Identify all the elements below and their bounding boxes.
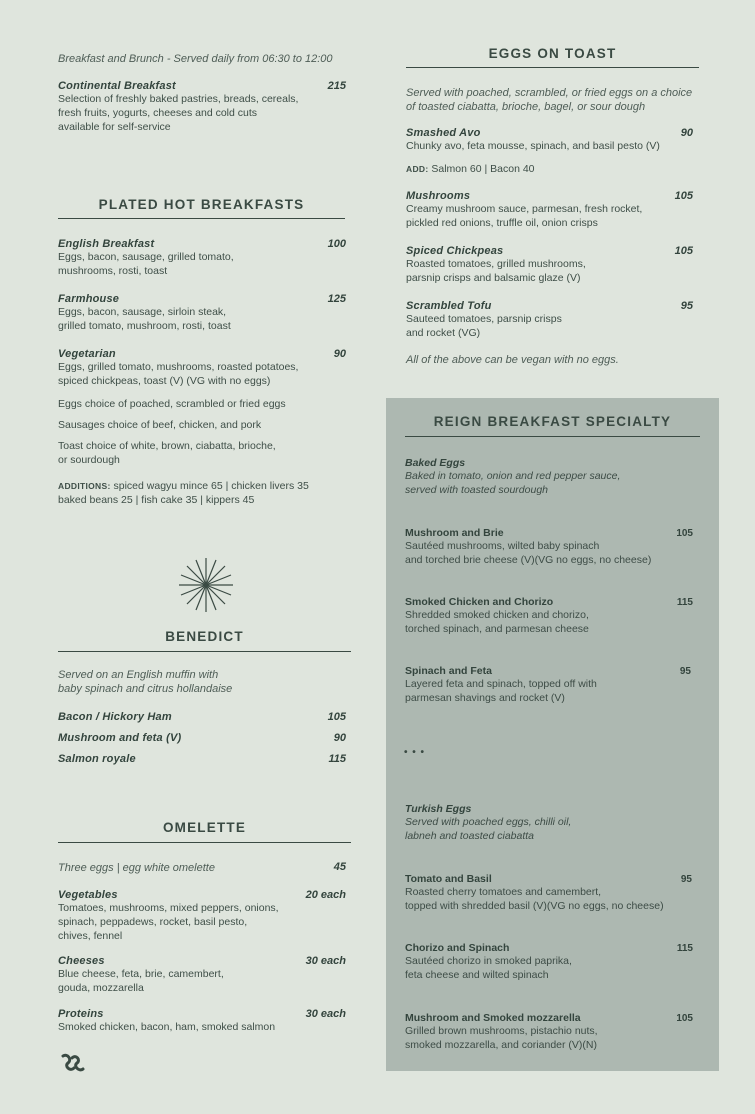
- item-desc: Chunky avo, feta mousse, spinach, and basil pesto (V): [406, 140, 660, 152]
- item-name: Smoked Chicken and Chorizo: [405, 596, 554, 608]
- section-rule: [58, 651, 351, 652]
- item-name: Tomato and Basil: [405, 873, 492, 885]
- menu-item: [58, 955, 346, 995]
- item-price: 30 each: [305, 955, 346, 967]
- item-price: 115: [676, 597, 693, 608]
- intro-line: of toasted ciabatta, brioche, bagel, or sour dough: [406, 101, 646, 113]
- note-eggs: Eggs choice of poached, scrambled or fried eggs: [58, 398, 286, 410]
- note-line: Toast choice of white, brown, ciabatta, brioche,: [58, 440, 276, 452]
- menu-item: [58, 753, 346, 765]
- item-desc: Smoked chicken, bacon, ham, smoked salmon: [58, 1021, 276, 1033]
- item-desc: Selection of freshly baked pastries, breads, cereals,: [58, 93, 299, 105]
- menu-item: [406, 190, 693, 230]
- item-desc: fresh fruits, yogurts, cheeses and cold cuts: [58, 107, 258, 119]
- specialty-item: [405, 873, 692, 913]
- menu-item: [58, 238, 348, 278]
- item-price: 125: [327, 293, 346, 305]
- menu-item: [58, 889, 346, 943]
- item-name: Smashed Avo: [406, 127, 481, 139]
- item-desc: parsnip crisps and balsamic glaze (V): [406, 272, 581, 284]
- item-desc: mushrooms, rosti, toast: [58, 265, 168, 277]
- item-desc: Sauteed tomatoes, parsnip crisps: [406, 313, 562, 325]
- item-desc: Sautéed chorizo in smoked paprika,: [405, 955, 572, 967]
- item-price: 115: [328, 753, 346, 765]
- item-desc: Layered feta and spinach, topped off with: [405, 678, 597, 690]
- item-price: 100: [327, 238, 346, 250]
- item-desc: smoked mozzarella, and coriander (V)(N): [405, 1039, 597, 1051]
- turkish-eggs-header: [405, 803, 571, 843]
- item-price: 90: [333, 348, 346, 360]
- specialty-item: [405, 665, 691, 705]
- section-title-plated: PLATED HOT BREAKFASTS: [98, 197, 305, 212]
- item-name: Cheeses: [58, 955, 105, 967]
- section-rule: [58, 218, 345, 219]
- item-desc: topped with shredded basil (V)(VG no eggs, no cheese): [405, 900, 664, 912]
- item-desc: and torched brie cheese (V)(VG no eggs, no cheese): [405, 554, 652, 566]
- section-title-eggs-on-toast: EGGS ON TOAST: [488, 46, 617, 61]
- item-name: Chorizo and Spinach: [405, 942, 510, 954]
- specialty-item: [405, 1012, 693, 1052]
- omelette-intro-row: [58, 861, 346, 875]
- section-rule: [58, 842, 351, 843]
- item-price: 45: [333, 861, 346, 873]
- item-name: Spiced Chickpeas: [406, 245, 504, 257]
- item-desc: and rocket (VG): [406, 327, 481, 339]
- note-sausages: Sausages choice of beef, chicken, and pork: [58, 419, 262, 431]
- item-desc: Roasted cherry tomatoes and camembert,: [405, 886, 602, 898]
- item-name: Spinach and Feta: [405, 665, 492, 677]
- item-name: Mushrooms: [406, 190, 471, 202]
- item-name: Continental Breakfast: [58, 80, 176, 92]
- menu-item: [58, 711, 346, 723]
- menu-item: [406, 300, 693, 340]
- item-desc: chives, fennel: [58, 930, 123, 942]
- section-title-omelette: OMELETTE: [162, 820, 247, 835]
- specialty-item: [405, 596, 693, 636]
- baked-eggs-header: [405, 457, 620, 497]
- item-name: Mushroom and feta (V): [58, 732, 182, 744]
- item-desc: pickled red onions, truffle oil, onion crisps: [406, 217, 598, 229]
- item-price: 95: [680, 874, 692, 885]
- intro-line: Served with poached, scrambled, or fried eggs on a choice: [406, 87, 693, 99]
- additions-text: baked beans 25 | fish cake 35 | kippers 45: [58, 494, 255, 506]
- brand-logo-icon: [60, 1052, 86, 1074]
- section-title-specialty: REIGN BREAKFAST SPECIALTY: [433, 414, 672, 429]
- specialty-item: [405, 942, 693, 982]
- add-label: ADD:: [406, 164, 429, 174]
- item-price: 95: [679, 666, 691, 677]
- vegan-note: All of the above can be vegan with no eggs.: [406, 354, 619, 366]
- item-name: Salmon royale: [58, 753, 136, 765]
- group-name: Turkish Eggs: [405, 803, 472, 815]
- group-desc: Served with poached eggs, chilli oil,: [405, 816, 572, 828]
- item-price: 105: [674, 190, 693, 202]
- item-name: Scrambled Tofu: [406, 300, 492, 312]
- item-price: 20 each: [305, 889, 346, 901]
- item-desc: Tomatoes, mushrooms, mixed peppers, onions,: [58, 902, 279, 914]
- item-name: Vegetarian: [58, 348, 116, 360]
- menu-item: [406, 245, 693, 285]
- item-price: 105: [676, 528, 693, 539]
- note-toast: [58, 439, 276, 467]
- item-desc: grilled tomato, mushroom, rosti, toast: [58, 320, 231, 332]
- eggs-on-toast-intro: [406, 86, 692, 114]
- add-text: Salmon 60 | Bacon 40: [428, 163, 535, 175]
- item-desc: Eggs, bacon, sausage, grilled tomato,: [58, 251, 234, 263]
- item-desc: Blue cheese, feta, brie, camembert,: [58, 968, 224, 980]
- divider-dots: • • •: [404, 747, 426, 758]
- item-desc: spinach, peppadews, rocket, basil pesto,: [58, 916, 248, 928]
- menu-item: [58, 1008, 346, 1034]
- group-desc: Baked in tomato, onion and red pepper sauce,: [405, 470, 621, 482]
- section-title-benedict: BENEDICT: [165, 629, 244, 644]
- menu-item: [58, 293, 348, 333]
- starburst-icon: [178, 557, 234, 613]
- item-desc: feta cheese and wilted spinach: [405, 969, 549, 981]
- additions-label: ADDITIONS:: [58, 481, 111, 491]
- item-price: 115: [676, 943, 693, 954]
- intro-line: baby spinach and citrus hollandaise: [58, 683, 233, 695]
- item-name: Farmhouse: [58, 293, 120, 305]
- item-name: Bacon / Hickory Ham: [58, 711, 172, 723]
- item-desc: Eggs, grilled tomato, mushrooms, roasted potatoes,: [58, 361, 299, 373]
- item-desc: Creamy mushroom sauce, parmesan, fresh rocket,: [406, 203, 643, 215]
- item-price: 105: [676, 1013, 693, 1024]
- item-price: 105: [327, 711, 346, 723]
- item-desc: Shredded smoked chicken and chorizo,: [405, 609, 589, 621]
- additions-text: spiced wagyu mince 65 | chicken livers 35: [110, 480, 309, 492]
- item-desc: torched spinach, and parmesan cheese: [405, 623, 589, 635]
- item-desc: spiced chickpeas, toast (V) (VG with no eggs): [58, 375, 271, 387]
- item-desc: Grilled brown mushrooms, pistachio nuts,: [405, 1025, 598, 1037]
- section-rule: [406, 67, 699, 68]
- section-rule: [405, 436, 700, 437]
- item-desc: parmesan shavings and rocket (V): [405, 692, 565, 704]
- benedict-intro: [58, 668, 232, 696]
- item-price: 215: [327, 80, 346, 92]
- menu-item: [406, 127, 693, 153]
- item-price: 30 each: [305, 1008, 346, 1020]
- item-desc: gouda, mozzarella: [58, 982, 144, 994]
- additions: [58, 479, 348, 507]
- item-desc: Eggs, bacon, sausage, sirloin steak,: [58, 306, 227, 318]
- continental-breakfast: [58, 80, 348, 134]
- menu-intro: Breakfast and Brunch - Served daily from 06:30 to 12:00: [58, 53, 333, 65]
- group-desc: served with toasted sourdough: [405, 484, 549, 496]
- item-name: Proteins: [58, 1008, 104, 1020]
- note-line: or sourdough: [58, 454, 120, 466]
- item-desc: Roasted tomatoes, grilled mushrooms,: [406, 258, 586, 270]
- item-name: Mushroom and Smoked mozzarella: [405, 1012, 581, 1024]
- item-price: 95: [680, 300, 693, 312]
- item-price: 90: [680, 127, 693, 139]
- item-name: English Breakfast: [58, 238, 155, 250]
- group-name: Baked Eggs: [405, 457, 466, 469]
- item-name: Mushroom and Brie: [405, 527, 504, 539]
- item-name: Vegetables: [58, 889, 118, 901]
- omelette-intro: Three eggs | egg white omelette: [58, 862, 215, 874]
- group-desc: labneh and toasted ciabatta: [405, 830, 535, 842]
- add-line: [406, 162, 535, 176]
- intro-line: Served on an English muffin with: [58, 669, 219, 681]
- item-price: 105: [674, 245, 693, 257]
- menu-item: [58, 732, 346, 744]
- item-price: 90: [333, 732, 346, 744]
- item-desc: available for self-service: [58, 121, 171, 133]
- specialty-item: [405, 527, 693, 567]
- menu-item: [58, 348, 348, 388]
- item-desc: Sautéed mushrooms, wilted baby spinach: [405, 540, 600, 552]
